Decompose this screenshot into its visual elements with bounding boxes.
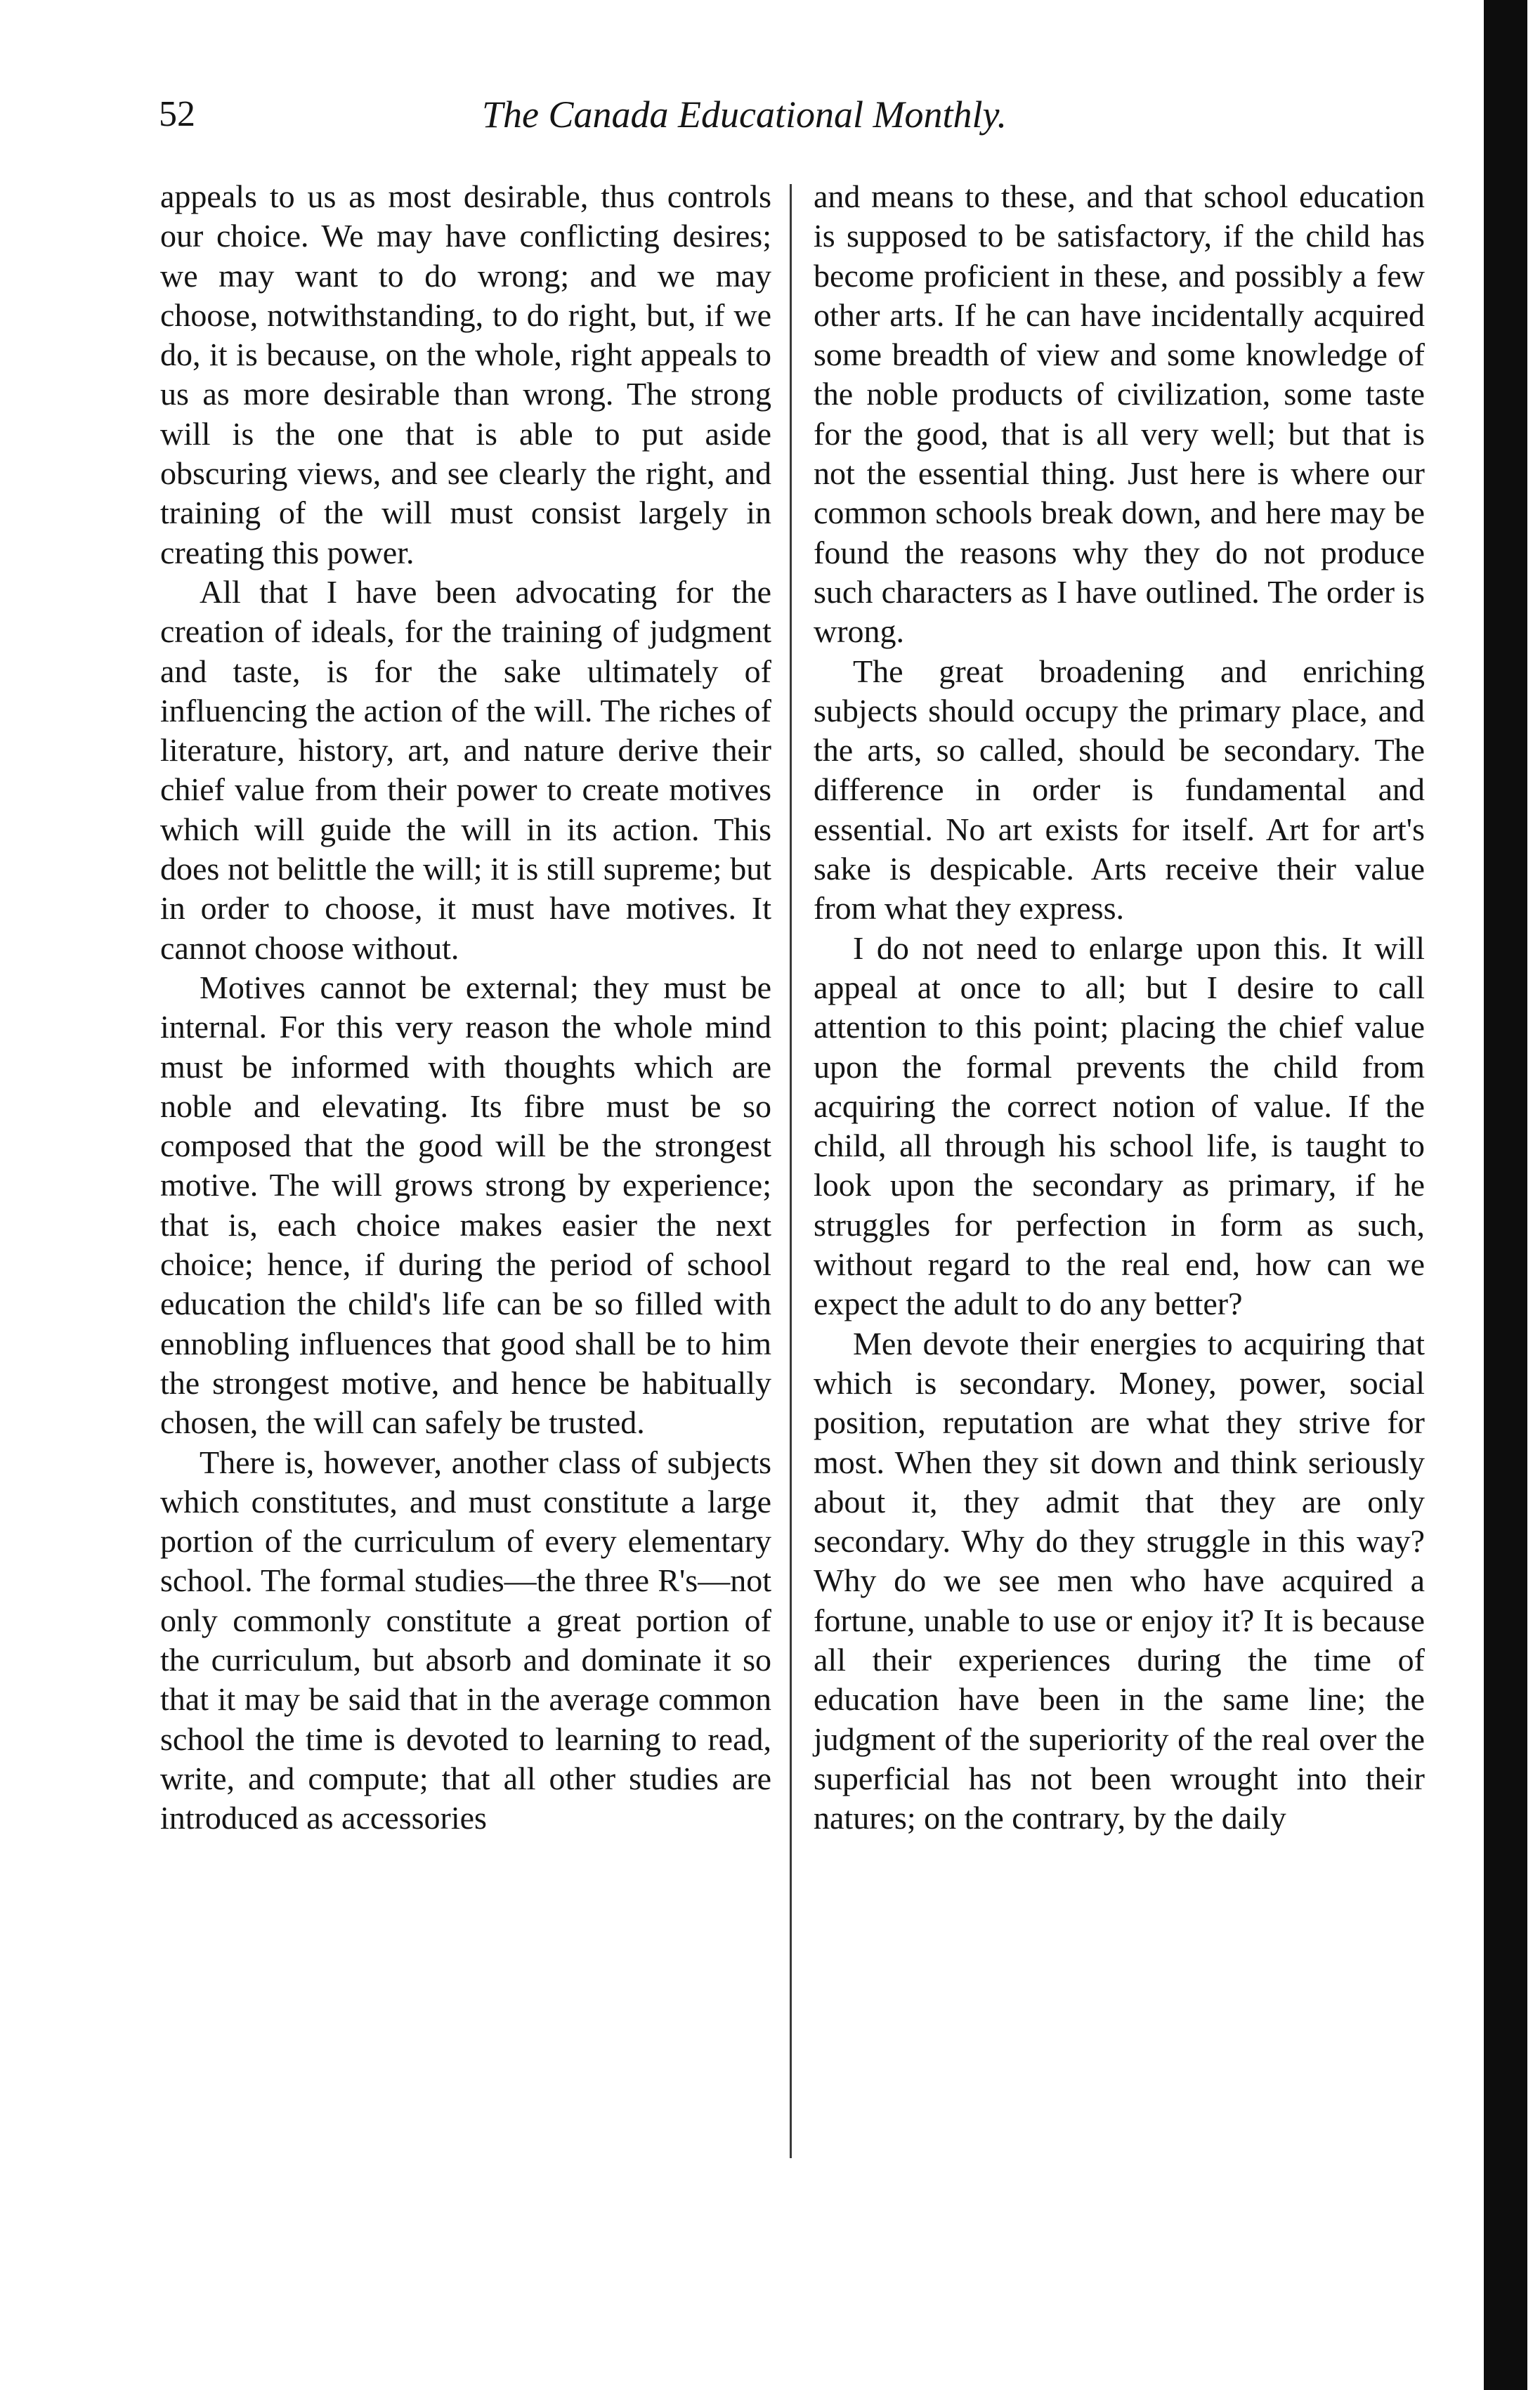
paragraph: and means to these, and that school education is supposed to be satisfactory, if the child has become proficient in these, and possibly a few other arts. If he can have incidentally acquired some breadth of view and some knowledge of the noble products of civilization, some taste for the good, that is all very well; but that is not the essential thing. Just here is where our common schools break down, and here may be found the reasons why they do not produce such characters as I have outlined. The order is wrong. [814, 178, 1425, 650]
paragraph: Motives cannot be external; they must be internal. For this very reason the whole mind must be informed with thoughts which are noble and elevating. Its fibre must be so composed that the good will be the strongest motive. The will grows strong by experience; that is, each choice makes easier the next choice; hence, if during the period of school education the child's life can be so filled with ennobling influences that good shall be to him the strongest motive, and hence be habitually chosen, the will can safely be trusted. [160, 969, 771, 1441]
running-header [159, 90, 1494, 139]
paragraph: I do not need to enlarge upon this. It will appeal at once to all; but I desire to call attention to this point; placing the chief value upon the formal prevents the child from acquiring the correct notion of value. If the child, all through his school life, is taught to look upon the secondary as primary, if he struggles for perfection in form as such, without regard to the real end, how can we expect the adult to do any better? [814, 929, 1425, 1322]
page-number: 52 [159, 94, 195, 134]
running-title: The Canada Educational Monthly. [482, 93, 1007, 136]
paragraph: There is, however, another class of subjects which constitutes, and must constitute a large portion of the curriculum of every elementary school. The formal studies—the three R's—not only commonly constitute a great portion of the curriculum, but absorb and dominate it so that it may be said that in the average common school the time is devoted to learning to read, write, and compute; that all other studies are introduced as accessories [160, 1444, 771, 1836]
column-divider [790, 184, 792, 2158]
paragraph: The great broadening and enriching subjects should occupy the primary place, and the arts, so called, should be secondary. The difference in order is fundamental and essential. No art exists for itself. Art for art's sake is despicable. Arts receive their value from what they express. [814, 653, 1425, 927]
paragraph: Men devote their energies to acquiring that which is secondary. Money, power, social position, reputation are what they strive for most. When they sit down and think seriously about it, they admit that they are only secondary. Why do they struggle in this way? Why do we see men who have acquired a fortune, unable to use or enjoy it? It is because all their experiences during the time of education have been in the same line; the judgment of the superiority of the real over the superficial has not been wrought into their natures; on the contrary, by the daily [814, 1325, 1425, 1836]
right-column [814, 177, 1425, 1838]
page-edge-bar [1484, 0, 1527, 2390]
paragraph: All that I have been advocating for the creation of ideals, for the training of judgment and taste, is for the sake ultimately of influencing the action of the will. The riches of literature, history, art, and nature derive their chief value from their power to create motives which will guide the will in its action. This does not belittle the will; it is still supreme; but in order to choose, it must have motives. It cannot choose without. [160, 573, 771, 966]
left-column [160, 177, 771, 1838]
paragraph: appeals to us as most desirable, thus controls our choice. We may have conflicting desires; we may want to do wrong; and we may choose, notwithstanding, to do right, but, if we do, it is because, on the whole, right appeals to us as more desirable than wrong. The strong will is the one that is able to put aside obscuring views, and see clearly the right, and training of the will must consist largely in creating this power. [160, 178, 771, 570]
